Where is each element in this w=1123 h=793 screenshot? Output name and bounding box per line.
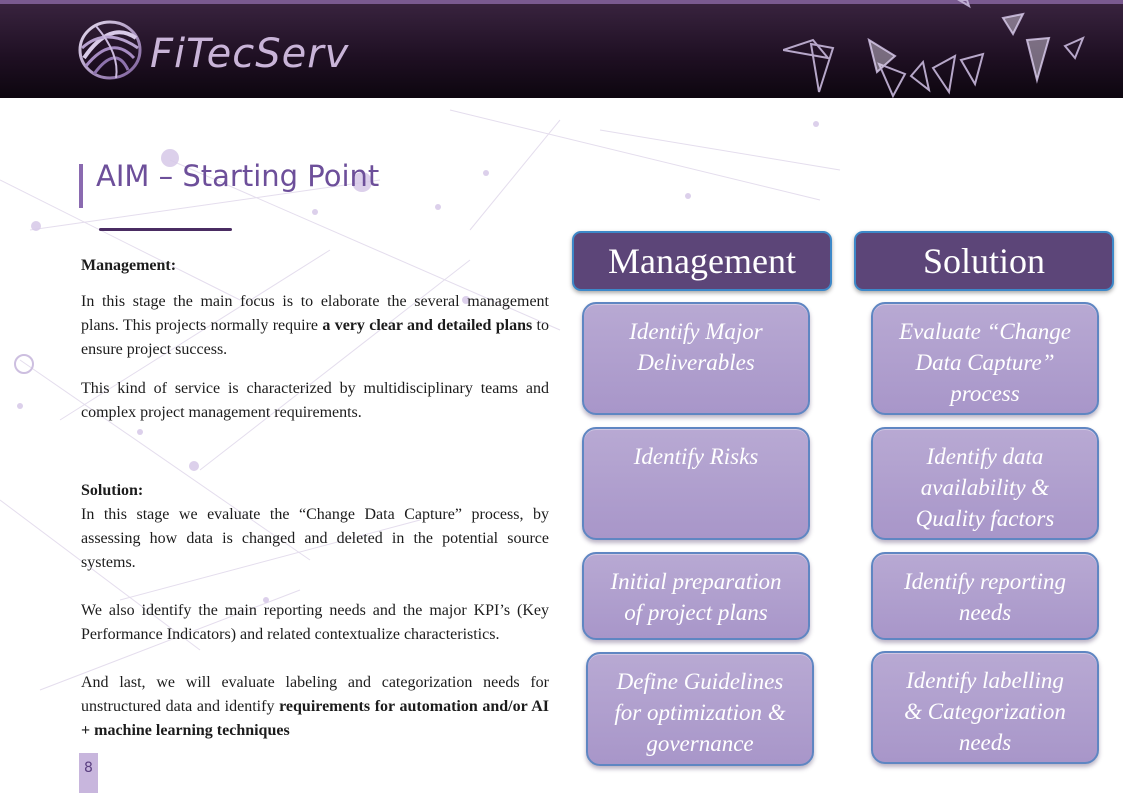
card-line: Data Capture” bbox=[915, 350, 1055, 375]
solution-heading: Solution: bbox=[81, 482, 144, 499]
management-heading: Management: bbox=[81, 257, 177, 274]
page-number: 8 bbox=[79, 753, 98, 793]
card-line: Define Guidelines bbox=[616, 669, 784, 694]
card-line: Quality factors bbox=[915, 506, 1055, 531]
page-title: AIM – Starting Point bbox=[96, 159, 380, 193]
card-line: process bbox=[950, 381, 1020, 406]
card-line: & Categorization bbox=[904, 699, 1066, 724]
solution-paragraph-1: In this stage we evaluate the “Change Data Capture” process, by assessing how data is changed and deleted in the potential source systems. bbox=[81, 506, 549, 571]
solution-paragraph-2: We also identify the main reporting needs and the major KPI’s (Key Performance Indicators) and related contextualize characteristics. bbox=[81, 602, 549, 643]
solution-card-reporting-needs bbox=[871, 552, 1099, 640]
sphere-logo-icon bbox=[76, 14, 144, 82]
management-card-risks bbox=[582, 427, 810, 540]
management-column-header: Management bbox=[572, 231, 832, 291]
management-paragraph-2: This kind of service is characterized by multidisciplinary teams and complex project management requirements. bbox=[81, 380, 549, 421]
management-card-deliverables bbox=[582, 302, 810, 415]
card-line: Identify Risks bbox=[633, 444, 759, 469]
solution-paragraph-3: And last, we will evaluate labeling and categorization needs for unstructured data and identify requirements for automation and/or AI + machine learning techniques bbox=[81, 674, 549, 739]
company-logo-text: FiTecServ bbox=[150, 31, 350, 77]
card-line: governance bbox=[646, 731, 754, 756]
card-line: availability & bbox=[920, 475, 1050, 500]
card-line: Identify data bbox=[926, 444, 1044, 469]
header-geometric-decoration bbox=[783, 0, 1123, 98]
card-line: Identify labelling bbox=[906, 668, 1064, 693]
card-line: needs bbox=[958, 600, 1012, 625]
solution-column-header: Solution bbox=[854, 231, 1114, 291]
card-line: Identify reporting bbox=[903, 569, 1067, 594]
card-line: needs bbox=[958, 730, 1012, 755]
management-paragraph-1: In this stage the main focus is to elaborate the several management plans. This projects normally require a very clear and detailed plans to ensure project success. bbox=[81, 293, 550, 358]
management-card-project-plans bbox=[582, 552, 810, 640]
solution-card-change-data-capture bbox=[871, 302, 1099, 415]
title-accent-bar bbox=[79, 164, 83, 208]
management-card-guidelines bbox=[586, 652, 814, 766]
card-line: Deliverables bbox=[637, 350, 755, 375]
card-line: Identify Major bbox=[629, 319, 763, 344]
card-line: Evaluate “Change bbox=[899, 319, 1071, 344]
solution-card-data-availability bbox=[871, 427, 1099, 540]
card-line: of project plans bbox=[624, 600, 768, 625]
title-underline bbox=[99, 228, 232, 231]
card-line: Initial preparation bbox=[610, 569, 782, 594]
card-line: for optimization & bbox=[614, 700, 786, 725]
solution-card-labelling bbox=[871, 651, 1099, 764]
header-banner bbox=[0, 0, 1123, 98]
